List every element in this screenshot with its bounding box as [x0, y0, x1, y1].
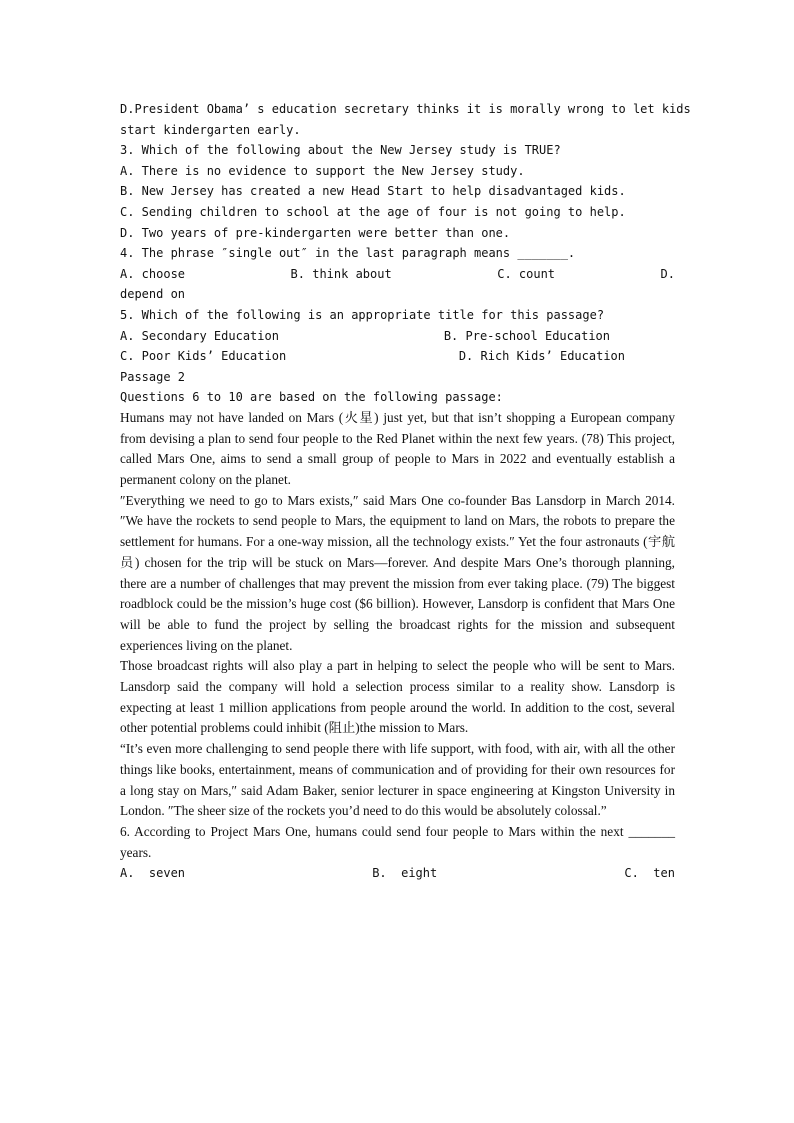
q5-options-row1 — [120, 326, 610, 347]
q4-option-d: D. — [660, 266, 675, 281]
q6-option-c: C. ten — [624, 866, 675, 881]
q4-options — [120, 264, 675, 285]
q2-option-d-line1: D.President Obama’ s education secretary thinks it is morally wrong to let kids — [120, 102, 691, 116]
paragraph-4: “It’s even more challenging to send people there with life support, with food, with air, with all the other things like books, entertainment, means of communication and of providing for their own resources for a long stay on Mars,″ said Adam Baker, senior lecturer in space engineering at Kingston University in London. ″The sheer size of the rockets you’d need to do this would be absolutely colossal.” — [120, 741, 675, 819]
q3-option-b: B. New Jersey has created a new Head Start to help disadvantaged kids. — [120, 184, 626, 199]
paragraph-1: Humans may not have landed on Mars (火星) just yet, but that isn’t shopping a European company from devising a plan to send four people to the Red Planet within the next few years. (78) This project, called Mars One, aims to send a small group of people to Mars in 2022 and eventually establish a permanent colony on the planet. — [120, 409, 675, 488]
q5-option-a: A. Secondary Education — [120, 328, 279, 343]
paragraph-3: Those broadcast rights will also play a part in helping to select the people who will be sent to Mars. Lansdorp said the company will hold a selection process similar to a reality show. Lansdorp is expecting at least 1 million applications from people around the world. In addition to the cost, several other potential problems could inhibit (阻止)the mission to Mars. — [120, 658, 675, 736]
q4-option-a: A. choose — [120, 266, 186, 281]
q6-option-a: A. seven — [120, 866, 186, 881]
passage-intro: Questions 6 to 10 are based on the following passage: — [120, 390, 503, 405]
passage-title: Passage 2 — [120, 369, 186, 384]
q4-question: 4. The phrase ″single out″ in the last paragraph means _______. — [120, 246, 576, 261]
q6-option-b: B. eight — [372, 866, 438, 881]
q3-question: 3. Which of the following about the New Jersey study is TRUE? — [120, 143, 561, 158]
q4-option-d-text: depend on — [120, 287, 186, 302]
q6-question: 6. According to Project Mars One, humans could send four people to Mars within the next _______ years. — [120, 823, 675, 860]
q5-options-row2 — [120, 346, 625, 367]
q4-option-c: C. count — [497, 266, 556, 281]
q4-option-b: B. think about — [290, 266, 392, 281]
q5-option-b: B. Pre-school Education — [443, 328, 610, 343]
q3-option-a: A. There is no evidence to support the New Jersey study. — [120, 163, 525, 178]
q5-question: 5. Which of the following is an appropriate title for this passage? — [120, 307, 605, 322]
q2-option-d-line2: start kindergarten early. — [120, 122, 301, 137]
exam-page — [120, 99, 691, 884]
q3-option-d: D. Two years of pre-kindergarten were better than one. — [120, 225, 511, 240]
q6-options — [120, 863, 675, 884]
q3-option-c: C. Sending children to school at the age of four is not going to help. — [120, 204, 626, 219]
paragraph-2: ″Everything we need to go to Mars exists,″ said Mars One co-founder Bas Lansdorp in March 2014. ″We have the rockets to send people to Mars, the equipment to land on Mars, the robots to prepare the settlement for humans. For a one-way mission, all the technology exists.″ Yet the four astronauts (宇航员) chosen for the trip will be stuck on Mars—forever. And despite Mars One’s thorough planning, there are a number of challenges that may prevent the mission from ever taking place. (79) The biggest roadblock could be the mission’s huge cost ($6 billion). However, Lansdorp is confident that Mars One will be able to fund the project by selling the broadcast rights for the mission and subsequent experiences living on the planet. — [120, 492, 675, 653]
q5-option-c: C. Poor Kids’ Education — [120, 349, 287, 364]
q5-option-d: D. Rich Kids’ Education — [458, 349, 625, 364]
